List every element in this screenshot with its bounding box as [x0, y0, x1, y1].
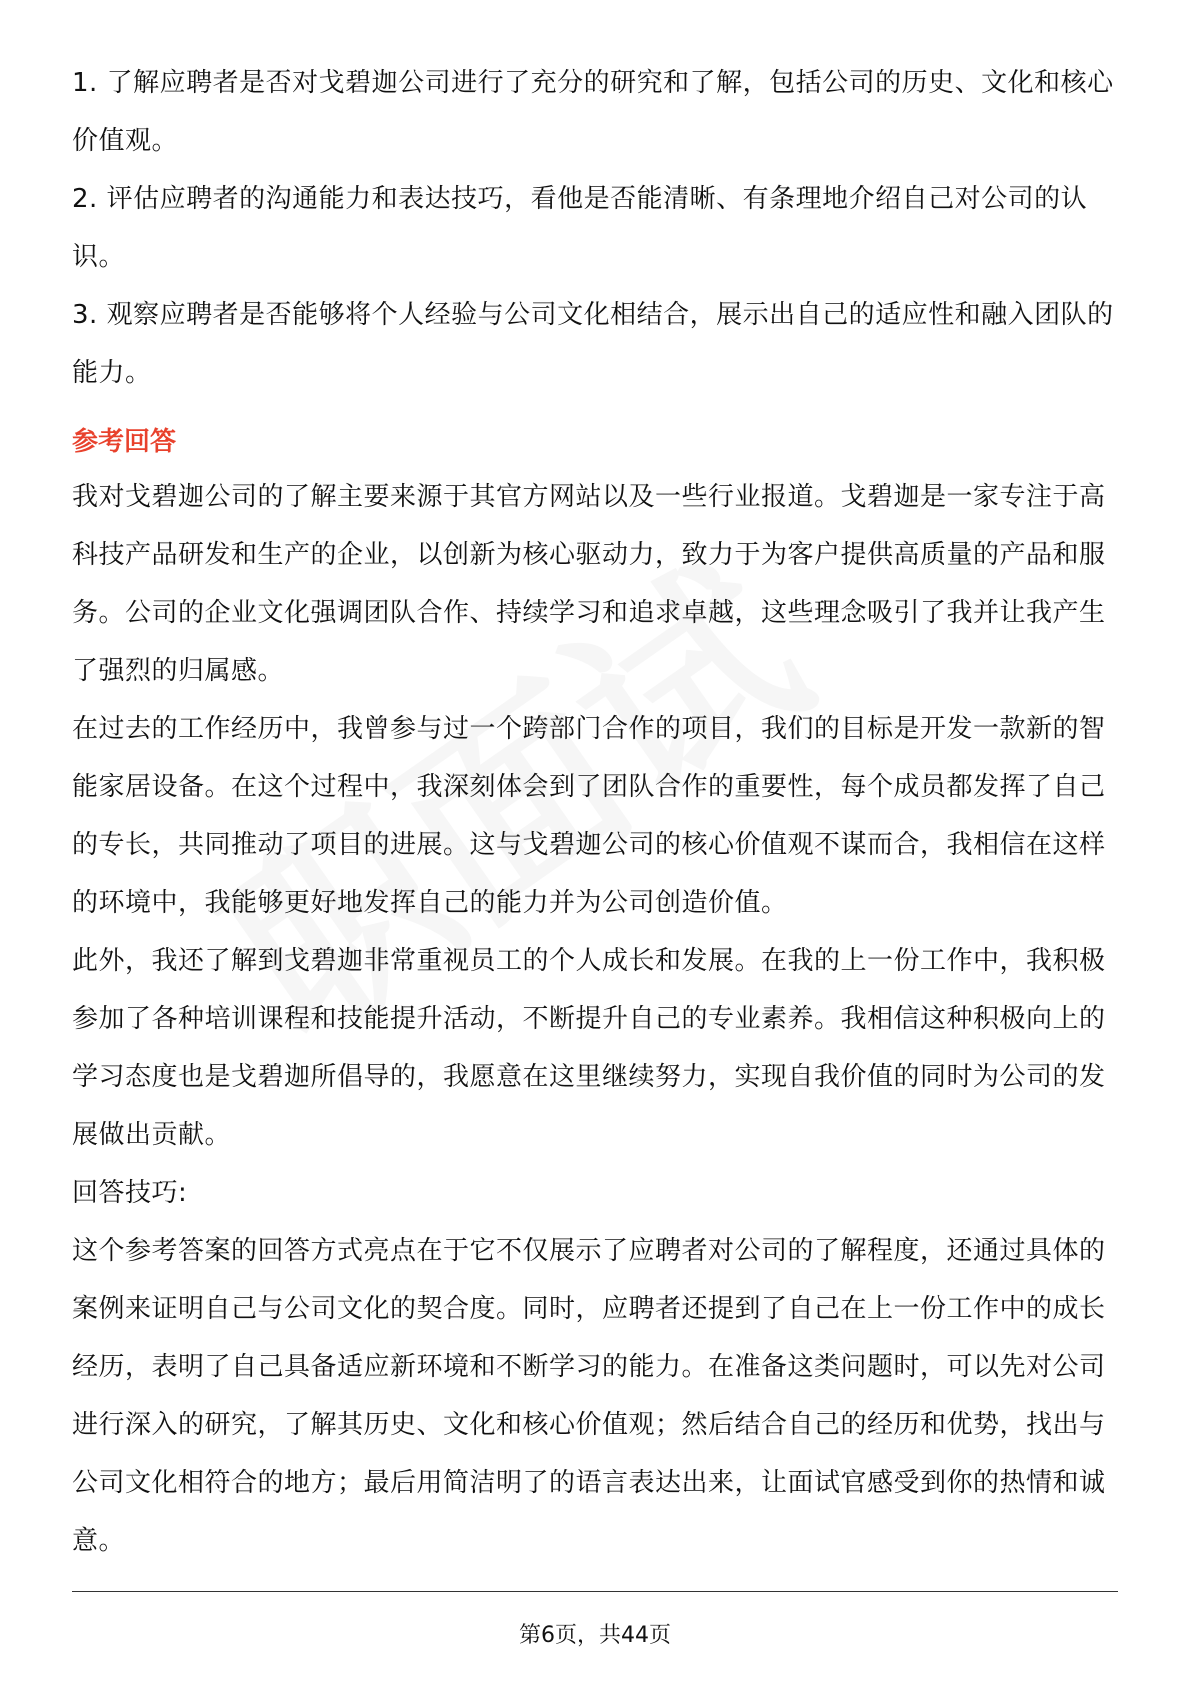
tips-title: 回答技巧: [72, 1178, 188, 1208]
question-point-2: 2. 评估应聘者的沟通能力和表达技巧，看他是否能清晰、有条理地介绍自己对公司的认识。 [72, 184, 1088, 272]
answer-paragraph-1: 我对戈碧迦公司的了解主要来源于其官方网站以及一些行业报道。戈碧迦是一家专注于高科技产品研发和生产的企业，以创新为核心驱动力，致力于为客户提供高质量的产品和服务。公司的企业文化强调团队合作、持续学习和追求卓越，这些理念吸引了我并让我产生了强烈的归属感。 [72, 482, 1106, 686]
footer-divider [72, 1591, 1118, 1592]
answer-paragraph-3: 此外，我还了解到戈碧迦非常重视员工的个人成长和发展。在我的上一份工作中，我积极参加了各种培训课程和技能提升活动，不断提升自己的专业素养。我相信这种积极向上的学习态度也是戈碧迦所倡导的，我愿意在这里继续努力，实现自我价值的同时为公司的发展做出贡献。 [72, 946, 1106, 1150]
page-content [72, 54, 1118, 1570]
reference-answer-title: 参考回答 [72, 427, 177, 457]
question-point-3: 3. 观察应聘者是否能够将个人经验与公司文化相结合，展示出自己的适应性和融入团队的能力。 [72, 300, 1114, 388]
answer-paragraph-2: 在过去的工作经历中，我曾参与过一个跨部门合作的项目，我们的目标是开发一款新的智能家居设备。在这个过程中，我深刻体会到了团队合作的重要性，每个成员都发挥了自己的专长，共同推动了项目的进展。这与戈碧迦公司的核心价值观不谋而合，我相信在这样的环境中，我能够更好地发挥自己的能力并为公司创造价值。 [72, 714, 1106, 918]
page-number: 第6页，共44页 [519, 1623, 671, 1648]
tips-text: 这个参考答案的回答方式亮点在于它不仅展示了应聘者对公司的了解程度，还通过具体的案例来证明自己与公司文化的契合度。同时，应聘者还提到了自己在上一份工作中的成长经历，表明了自己具备适应新环境和不断学习的能力。在准备这类问题时，可以先对公司进行深入的研究，了解其历史、文化和核心价值观；然后结合自己的经历和优势，找出与公司文化相符合的地方；最后用简洁明了的语言表达出来，让面试官感受到你的热情和诚意。 [72, 1236, 1106, 1556]
question-point-1: 1. 了解应聘者是否对戈碧迦公司进行了充分的研究和了解，包括公司的历史、文化和核心价值观。 [72, 68, 1114, 156]
